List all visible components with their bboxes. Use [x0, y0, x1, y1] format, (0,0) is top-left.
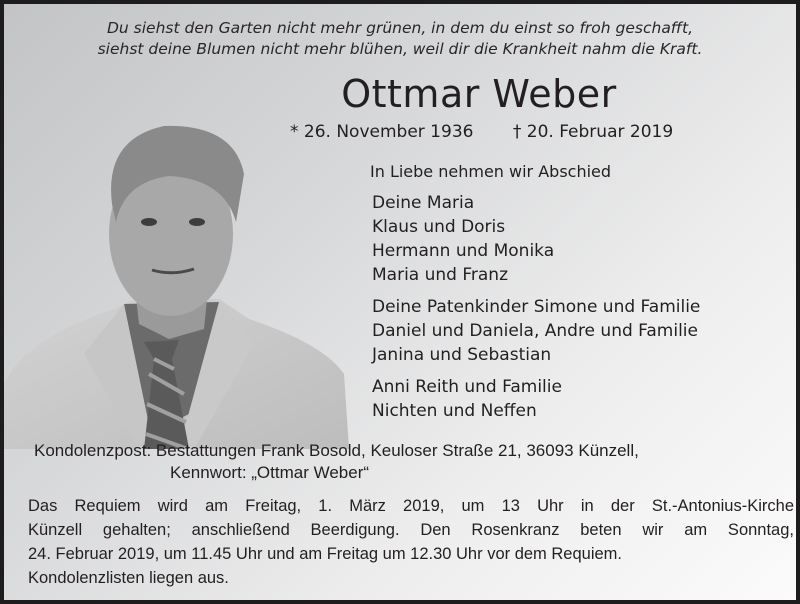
requiem-line: Das Requiem wird am Freitag, 1. März 2019, um 13 Uhr in der St.-Antonius-Kirche — [28, 497, 794, 515]
mourner-line: Anni Reith und Familie — [372, 377, 562, 397]
memorial-poem — [4, 18, 796, 60]
requiem-line: Kondolenzlisten liegen aus. — [28, 569, 229, 587]
mourner-line: Deine Patenkinder Simone und Familie — [372, 297, 701, 317]
mourner-line: Maria und Franz — [372, 265, 509, 285]
portrait-photo — [4, 104, 349, 449]
condolence-address — [34, 440, 639, 484]
mourners-relatives — [372, 375, 562, 423]
birth-date: * 26. November 1936 — [290, 122, 474, 142]
mourner-line: Deine Maria — [372, 193, 475, 213]
mourner-line: Daniel und Daniela, Andre und Familie — [372, 321, 698, 341]
obituary-notice — [4, 4, 796, 600]
death-date: † 20. Februar 2019 — [512, 122, 674, 142]
condolence-keyword: Kennwort: „Ottmar Weber“ — [170, 463, 370, 482]
mourner-line: Nichten und Neffen — [372, 401, 537, 421]
poem-line: Du siehst den Garten nicht mehr grünen, in dem du einst so froh geschafft, — [106, 19, 694, 37]
condolence-line: Kondolenzpost: Bestattungen Frank Bosold, Keuloser Straße 21, 36093 Künzell, — [34, 441, 639, 460]
requiem-line: Künzell gehalten; anschließend Beerdigung. Den Rosenkranz beten wir am Sonntag, — [28, 521, 794, 539]
mourner-line: Hermann und Monika — [372, 241, 555, 261]
farewell-intro: In Liebe nehmen wir Abschied — [370, 162, 612, 181]
mourners-family — [372, 191, 554, 287]
poem-line: siehst deine Blumen nicht mehr blühen, weil dir die Krankheit nahm die Kraft. — [97, 40, 703, 58]
mourners-godchildren — [372, 295, 700, 367]
requiem-line: 24. Februar 2019, um 11.45 Uhr und am Freitag um 12.30 Uhr vor dem Requiem. — [28, 545, 622, 563]
life-dates — [290, 122, 673, 142]
deceased-name: Ottmar Weber — [341, 72, 617, 116]
mourner-line: Janina und Sebastian — [372, 345, 552, 365]
requiem-info — [28, 494, 796, 590]
mourner-line: Klaus und Doris — [372, 217, 506, 237]
